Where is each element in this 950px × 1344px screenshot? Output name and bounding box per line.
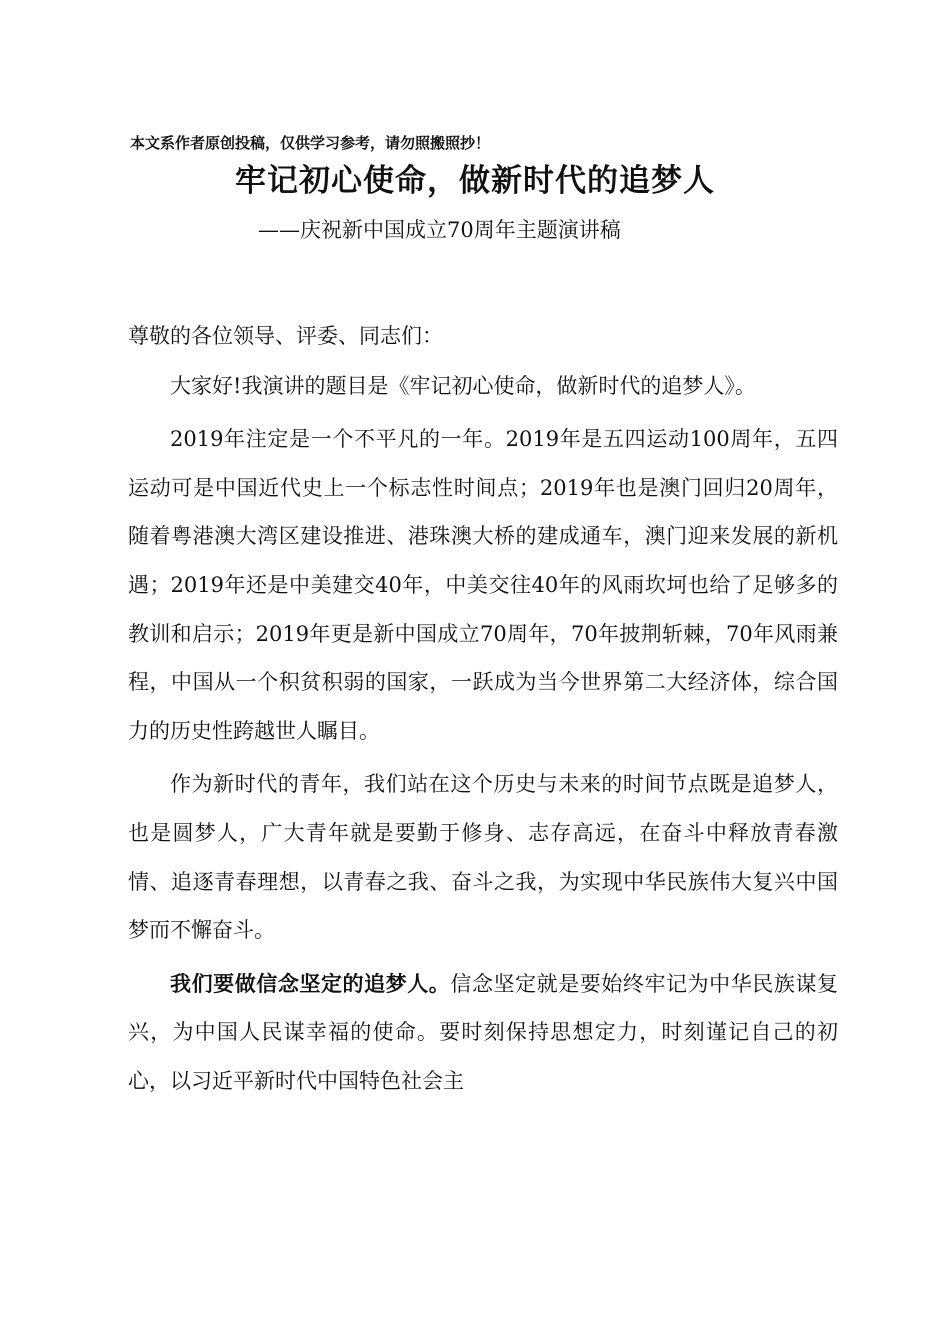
paragraph-youth: 作为新时代的青年，我们站在这个历史与未来的时间节点既是追梦人，也是圆梦人，广大青年就是要勤于修身、志存高远，在奋斗中释放青春激情、追逐青春理想，以青春之我、奋斗之我，为实现中华民族伟大复兴中国梦而不懈奋斗。: [128, 772, 838, 943]
document-title: 牢记初心使命，做新时代的追梦人: [235, 163, 715, 199]
document-subtitle: ——庆祝新中国成立70周年主题演讲稿: [258, 218, 621, 242]
paragraph-lead-heading: 我们要做信念坚定的追梦人。: [170, 970, 451, 996]
paragraph-2019-events: 2019年注定是一个不平凡的一年。2019年是五四运动100周年，五四运动可是中国近代史上一个标志性时间点；2019年也是澳门回归20周年，随着粤港澳大湾区建设推进、港珠澳大桥的建成通车，澳门迎来发展的新机遇；2019年还是中美建交40年，中美交往40年的风雨坎坷也给了足够多的教训和启示；2019年更是新中国成立70周年，70年披荆斩棘，70年风雨兼程，中国从一个积贫积弱的国家，一跃成为当今世界第二大经济体，综合国力的历史性跨越世人瞩目。: [128, 427, 838, 743]
copyright-notice: 本文系作者原创投稿，仅供学习参考，请勿照搬照抄！: [130, 134, 491, 152]
salutation: 尊敬的各位领导、评委、同志们：: [128, 324, 443, 348]
paragraph-body-text: 信念坚定就是要始终牢记为中华民族谋复兴，为中国人民谋幸福的使命。要时刻保持思想定力，时刻谨记自己的初心，以习近平新时代中国特色社会主: [128, 971, 839, 1093]
document-body: [128, 312, 838, 1106]
paragraph-greeting: 大家好!我演讲的题目是《牢记初心使命，做新时代的追梦人》。: [170, 373, 756, 398]
paragraph-firm-belief: [128, 959, 838, 1106]
